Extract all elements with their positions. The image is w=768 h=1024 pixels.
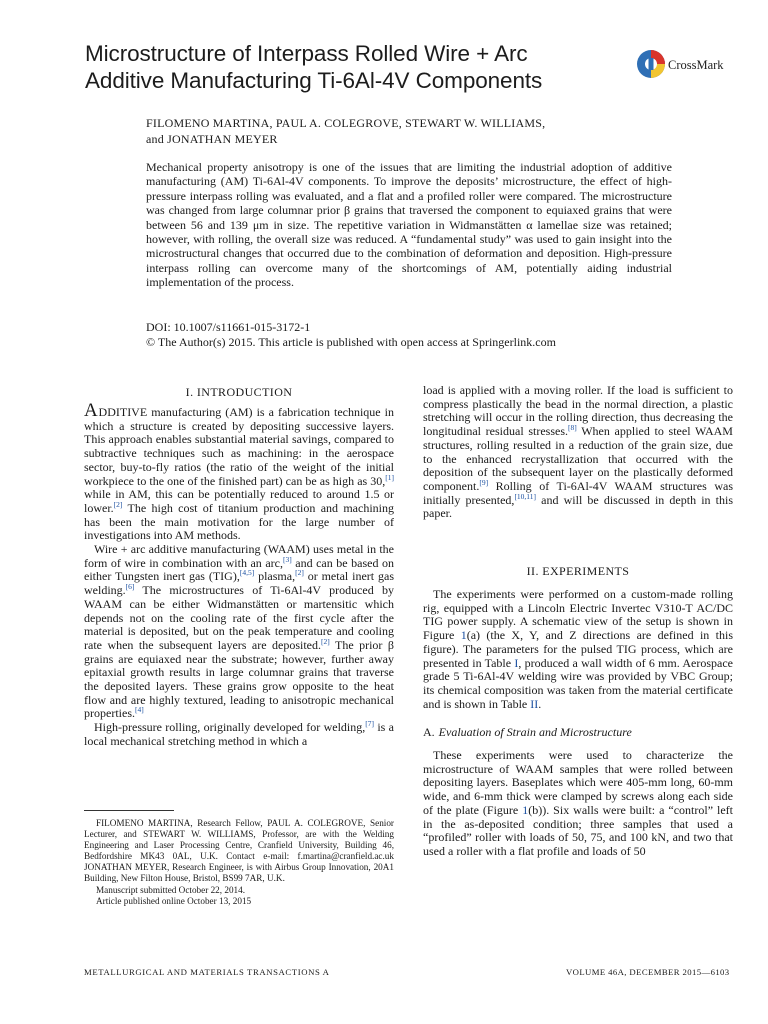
citation-link[interactable]: [8] xyxy=(568,423,577,433)
doi-link[interactable]: DOI: 10.1007/s11661-015-3172-1 xyxy=(146,320,311,334)
left-column xyxy=(84,384,394,749)
intro-paragraph-continued xyxy=(423,384,733,521)
experiments-paragraph-2 xyxy=(423,749,733,859)
text-run: manufacturing (AM) is a fabrication technique in which a structure is created by depositing successive layers. This approach enables substantial material savings, compared to subtractive techniques such as machining: in the aerospace sector, buy-to-fly ratios (the ratio of the weight of the initial workpiece to the one of the finished part) can be as high as 30, xyxy=(84,405,394,488)
text-run: High-pressure rolling, originally developed for welding, xyxy=(94,720,366,735)
figure-link[interactable]: 1 xyxy=(522,802,529,817)
volume-page: VOLUME 46A, DECEMBER 2015—6103 xyxy=(566,967,730,977)
text-run: plasma, xyxy=(254,569,296,584)
text-run: (a) (the X, Y, and Z directions are defined in this figure). The parameters for the pulsed TIG process, which are presented in Table xyxy=(423,628,733,670)
citation-link[interactable]: [6] xyxy=(125,582,135,592)
text-run: , produced a wall width of 6 mm. Aerospace grade 5 Ti-6Al-4V welding wire was provided by VBC Group; its chemical composition was taken from the material certificate and is shown in Table xyxy=(423,655,733,711)
footnotes xyxy=(84,818,394,907)
author-line: FILOMENO MARTINA, PAUL A. COLEGROVE, STEWART W. WILLIAMS, xyxy=(146,116,546,130)
subsection-letter: A. xyxy=(423,725,435,740)
text-run: is a local mechanical stretching method in which a xyxy=(84,720,394,748)
experiments-paragraph-1 xyxy=(423,588,733,711)
citation-link[interactable]: [7] xyxy=(365,719,374,729)
citation-link[interactable]: [9] xyxy=(479,477,489,487)
citation-link[interactable]: [4] xyxy=(134,705,144,715)
text-run: and will be discussed in depth in this paper. xyxy=(423,492,733,521)
text-run: The microstructures of Ti-6Al-4V produced by WAAM can be either Widmanstätten or martensitic which depends not on the cooling rate of the first cycle after the material is deposited, but on the peak temperature and cooling rate when the subsequent layers are deposited. xyxy=(84,583,394,652)
dropcap: A xyxy=(84,400,99,421)
journal-name: METALLURGICAL AND MATERIALS TRANSACTIONS A xyxy=(84,967,330,977)
section-heading-experiments: II. EXPERIMENTS xyxy=(526,564,630,579)
text-run: The prior β grains are equiaxed near the substrate; however, further away epitaxial growth results in large columnar grains that traverse the deposited layers. These grains grow opposite to the heat flow and are highly textured, leading to anisotropic mechanical properties. xyxy=(84,637,394,721)
crossmark-icon xyxy=(636,49,666,79)
citation-link[interactable]: [10,11] xyxy=(514,491,537,501)
text-run: load is applied with a moving roller. If the load is sufficient to compress plastically the bead in the normal direction, a plastic stretching will occur in the rolling direction, thus decreasing the longitudinal residual stresses. xyxy=(423,383,733,439)
text-run: and can be based on either Tungsten inert gas (TIG), xyxy=(84,555,394,584)
intro-paragraph-3 xyxy=(84,721,394,748)
section-heading-introduction: I. INTRODUCTION xyxy=(185,385,293,399)
citation-link[interactable]: [1] xyxy=(385,472,394,482)
text-run: When applied to steel WAAM structures, rolling resulted in a reduction of the grain size, due to the enhanced recrystallization that occurred with the deposition of the subsequent layer on the plastically deformed component. xyxy=(423,424,733,493)
text-run: Rolling of Ti-6Al-4V WAAM structures was initially presented, xyxy=(423,478,733,507)
abstract: Mechanical property anisotropy is one of the issues that are limiting the industrial adoption of additive manufacturing (AM) Ti-6Al-4V components. To improve the deposits’ microstructure, the effect of high-pressure interpass rolling was evaluated, and a flat and a profiled roller were compared. The microstructure was changed from large columnar prior β grains that traversed the component to equiaxed grains that were between 56 and 139 μm in size. The repetitive variation in Widmanstätten α lamellae size was retained; however, with rolling, the overall size was reduced. A “fundamental study” was used to gain insight into the microstructural changes that occurred due to the combination of deformation and deposition. High-pressure interpass rolling can overcome many of the shortcomings of AM, potentially aiding industrial implementation of the process. xyxy=(146,160,672,290)
citation-link[interactable]: [4,5] xyxy=(239,568,255,578)
affiliation-note: FILOMENO MARTINA, Research Fellow, PAUL A. COLEGROVE, Senior Lecturer, and STEWART W. WILLIAMS, Professor, are with the Welding Engineering and Laser Processing Centre, Cranfield University, Building 46, Bedfordshire MK43 0AL, U.K. Contact e-mail: f.martina@cranfield.ac.uk JONATHAN MEYER, Research Engineer, is with Airbus Group Innovation, 20A1 Building, New Filton House, Bristol, BS99 7AR, U.K. xyxy=(84,818,394,884)
license-note: © The Author(s) 2015. This article is published with open access at Springerlink.com xyxy=(146,334,556,349)
text-run: or metal inert gas welding. xyxy=(84,569,395,598)
subsection-heading xyxy=(423,726,733,740)
text-run: . xyxy=(538,696,542,711)
dropcap-rest: DDITIVE xyxy=(98,405,148,419)
crossmark-badge[interactable] xyxy=(636,49,746,83)
author-list xyxy=(146,115,626,147)
table-link[interactable]: II xyxy=(530,696,539,711)
subsection-title: Evaluation of Strain and Microstructure xyxy=(438,725,632,740)
text-run: (b)). Six walls were built: a “control” left in the as-deposited condition; three samples that used a “profiled” roller with loads of 50, 75, and 100 kN, and two that used a roller with a flat profile and loads of 50 xyxy=(423,802,733,858)
intro-paragraph-2 xyxy=(84,543,394,721)
intro-paragraph-1 xyxy=(84,400,394,543)
table-link[interactable]: I xyxy=(514,655,519,670)
citation-link[interactable]: [2] xyxy=(113,499,123,509)
crossmark-label: CrossMark xyxy=(668,58,724,72)
citation-link[interactable]: [3] xyxy=(282,554,292,564)
citation-link[interactable]: [2] xyxy=(295,568,304,578)
author-line: and JONATHAN MEYER xyxy=(146,132,278,146)
right-column xyxy=(423,384,733,859)
footnote-divider xyxy=(84,810,174,811)
doi-block xyxy=(146,320,672,349)
text-run: while in AM, this can be potentially reduced to around 1.5 or lower. xyxy=(84,487,394,515)
citation-link[interactable]: [2] xyxy=(321,636,330,646)
figure-link[interactable]: 1 xyxy=(460,628,467,643)
text-run: These experiments were used to characterize the microstructure of WAAM samples that were rolled between depositing layers. Baseplates which were 405-mm long, 60-mm wide, and 6-mm thick were clamped by screws along each side of the plate (Figure xyxy=(423,748,733,817)
article-title xyxy=(85,40,625,94)
published-note: Article published online October 13, 2015 xyxy=(96,895,252,906)
text-run: The high cost of titanium production and machining has been the main motivation for the large number of investigations into AM methods. xyxy=(84,500,394,543)
text-run: Wire + arc additive manufacturing (WAAM) uses metal in the form of wire in combination with an arc, xyxy=(84,542,394,570)
title-line: Microstructure of Interpass Rolled Wire + Arc xyxy=(85,41,528,66)
submitted-note: Manuscript submitted October 22, 2014. xyxy=(96,884,246,895)
text-run: The experiments were performed on a custom-made rolling rig, equipped with a Lincoln Electric Invertec V310-T AC/DC TIG power supply. A schematic view of the setup is shown in Figure xyxy=(423,587,733,643)
title-line: Additive Manufacturing Ti-6Al-4V Components xyxy=(85,68,543,93)
